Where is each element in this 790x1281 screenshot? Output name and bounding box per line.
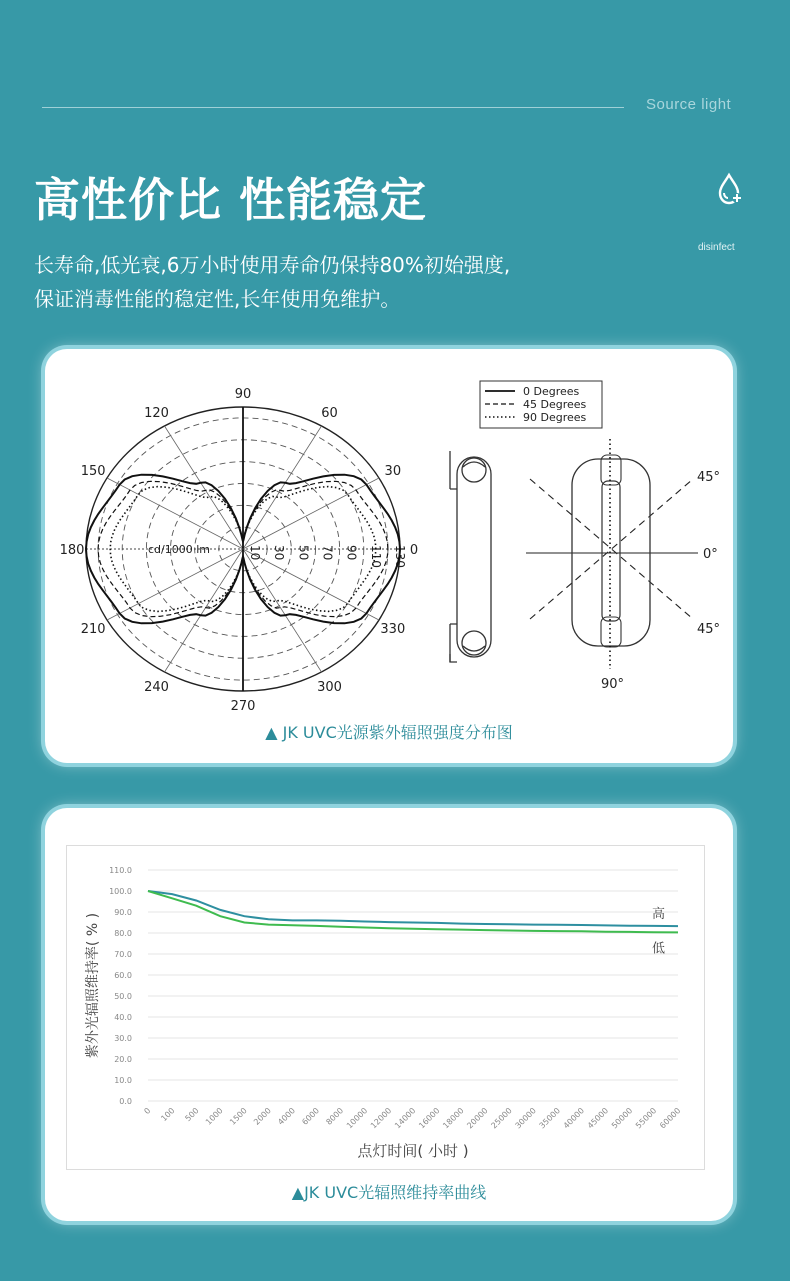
polar-spoke — [243, 549, 322, 672]
water-drop-plus-icon — [715, 172, 745, 208]
y-tick-label: 70.0 — [114, 950, 132, 959]
source-light-label: Source light — [646, 96, 732, 113]
legend-90-degrees: 90 Degrees — [523, 411, 587, 424]
polar-radial-tick-label: 70 — [320, 545, 335, 561]
x-tick-label: 4000 — [276, 1106, 297, 1127]
x-tick-label: 1500 — [228, 1106, 249, 1127]
polar-spoke — [165, 426, 244, 549]
x-tick-label: 100 — [159, 1106, 177, 1124]
polar-spoke — [243, 426, 322, 549]
series-label-high: 高 — [652, 907, 666, 923]
series-line-high — [148, 891, 678, 926]
polar-angle-label: 60 — [321, 406, 338, 422]
lamp-angle-label-45-top: 45° — [697, 470, 721, 485]
polar-radial-tick-label: 130 — [393, 545, 407, 568]
legend-45-degrees: 45 Degrees — [523, 398, 587, 411]
polar-radial-unit: cd/1000 lm — [148, 543, 210, 556]
maintenance-rate-chart — [45, 808, 733, 1222]
polar-angle-label: 120 — [144, 406, 169, 422]
polar-spoke — [165, 549, 244, 672]
polar-angle-label: 270 — [230, 699, 256, 714]
page-title: 高性价比 性能稳定 — [34, 173, 428, 227]
x-tick-label: 6000 — [300, 1106, 322, 1127]
x-tick-label: 0 — [142, 1106, 153, 1117]
polar-spoke — [107, 478, 243, 549]
polar-radial-tick-label: 10 — [248, 545, 263, 561]
x-tick-label: 45000 — [585, 1106, 611, 1131]
x-tick-label: 20000 — [465, 1106, 490, 1131]
line-chart-caption: ▲JK UVC光辐照维持率曲线 — [291, 1183, 487, 1202]
polar-radial-tick-label: 50 — [296, 545, 311, 561]
y-tick-label: 40.0 — [114, 1013, 132, 1022]
polar-angle-label: 330 — [380, 622, 406, 637]
x-tick-label: 30000 — [513, 1106, 538, 1131]
x-tick-label: 500 — [183, 1106, 201, 1124]
x-tick-label: 50000 — [609, 1106, 635, 1131]
y-tick-label: 0.0 — [119, 1097, 132, 1106]
x-tick-label: 10000 — [344, 1106, 370, 1131]
y-tick-label: 80.0 — [114, 929, 132, 938]
polar-angle-label: 30 — [384, 464, 402, 479]
description-line-2: 保证消毒性能的稳定性,长年使用免维护。 — [34, 287, 401, 311]
lamp-angle-label-0: 0° — [703, 547, 718, 562]
polar-angle-label: 0 — [409, 543, 419, 558]
x-tick-label: 25000 — [489, 1106, 514, 1131]
y-axis-label: 紫外光辐照维持率( % ) — [85, 912, 101, 1059]
y-tick-label: 100.0 — [109, 887, 132, 896]
polar-legend — [480, 381, 602, 428]
polar-angle-label: 240 — [144, 679, 169, 695]
series-label-low: 低 — [652, 941, 666, 957]
maintenance-rate-card — [45, 808, 733, 1221]
polar-angle-label: 210 — [80, 622, 106, 637]
x-tick-label: 1000 — [203, 1106, 225, 1127]
x-tick-label: 35000 — [537, 1106, 562, 1131]
x-axis-label: 点灯时间( 小时 ) — [357, 1142, 469, 1160]
polar-radial-tick-label: 110 — [368, 545, 383, 568]
x-tick-label: 12000 — [368, 1106, 394, 1131]
y-tick-label: 10.0 — [114, 1076, 132, 1085]
polar-radial-tick-label: 90 — [344, 545, 359, 561]
y-tick-label: 110.0 — [109, 866, 132, 875]
y-tick-label: 90.0 — [114, 908, 132, 917]
top-divider-line — [42, 107, 624, 108]
polar-chart-caption: ▲ JK UVC光源紫外辐照强度分布图 — [265, 723, 513, 742]
x-tick-label: 40000 — [561, 1106, 587, 1131]
hero-description — [34, 248, 674, 316]
lamp-front-view-diagram — [526, 439, 720, 692]
polar-angle-label: 300 — [317, 679, 342, 695]
y-tick-label: 30.0 — [114, 1034, 132, 1043]
polar-angle-label: 150 — [80, 464, 106, 479]
x-tick-label: 2000 — [252, 1106, 273, 1127]
y-tick-label: 50.0 — [114, 992, 132, 1001]
polar-radial-tick-label: 30 — [272, 545, 287, 561]
lamp-angle-label-90: 90° — [601, 677, 625, 692]
polar-angle-label: 90 — [234, 387, 252, 402]
polar-distribution-card — [45, 349, 733, 763]
polar-distribution-chart — [45, 349, 733, 763]
x-tick-label: 14000 — [393, 1106, 418, 1131]
x-tick-label: 18000 — [441, 1106, 466, 1131]
polar-spoke — [243, 478, 379, 549]
x-tick-label: 16000 — [417, 1106, 442, 1131]
x-tick-label: 8000 — [324, 1106, 346, 1127]
lamp-angle-label-45-bottom: 45° — [697, 622, 721, 637]
lamp-side-view-diagram — [450, 451, 491, 662]
description-line-1: 长寿命,低光衰,6万小时使用寿命仍保持80%初始强度, — [34, 253, 511, 277]
polar-spoke — [107, 549, 243, 620]
y-tick-label: 60.0 — [114, 971, 132, 980]
y-tick-label: 20.0 — [114, 1055, 132, 1064]
polar-angle-label: 180 — [59, 543, 85, 558]
x-tick-label: 55000 — [633, 1106, 659, 1131]
legend-0-degrees: 0 Degrees — [523, 385, 580, 398]
x-tick-label: 60000 — [658, 1106, 683, 1131]
disinfect-label: disinfect — [698, 242, 735, 253]
